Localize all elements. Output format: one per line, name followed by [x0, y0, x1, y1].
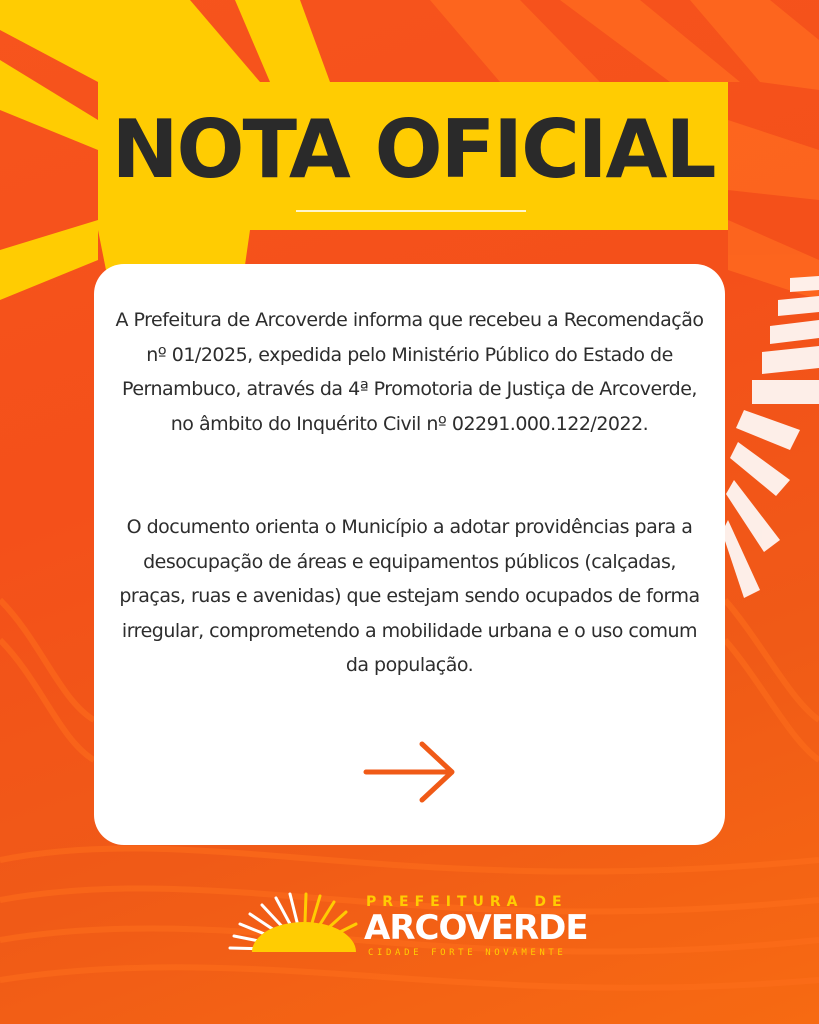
arrow-right-icon[interactable] — [362, 738, 458, 808]
title-divider — [296, 210, 526, 212]
page-title: NOTA OFICIAL — [111, 103, 715, 196]
logo-main-text: ARCOVERDE — [364, 908, 588, 948]
paragraph-2: O documento orienta o Município a adotar providências para a desocupação de áreas e equipamentos públicos (calçadas, praças, ruas e avenidas) que estejam sendo ocupados de forma irregular, comprometendo a mobilidade urbana e o uso comum da população. — [119, 516, 700, 677]
sun-icon — [222, 892, 362, 958]
prefeitura-logo — [222, 892, 602, 962]
paragraph-1: A Prefeitura de Arcoverde informa que recebeu a Recomendação nº 01/2025, expedida pelo Ministério Público do Estado de Pernambuco, através da 4ª Promotoria de Justiça de Arcoverde, no âmbito do Inquérito Civil nº 02291.000.122/2022. — [115, 309, 704, 435]
logo-tagline: CIDADE FORTE NOVAMENTE — [368, 948, 567, 958]
logo-top-text: PREFEITURA DE — [366, 894, 568, 910]
